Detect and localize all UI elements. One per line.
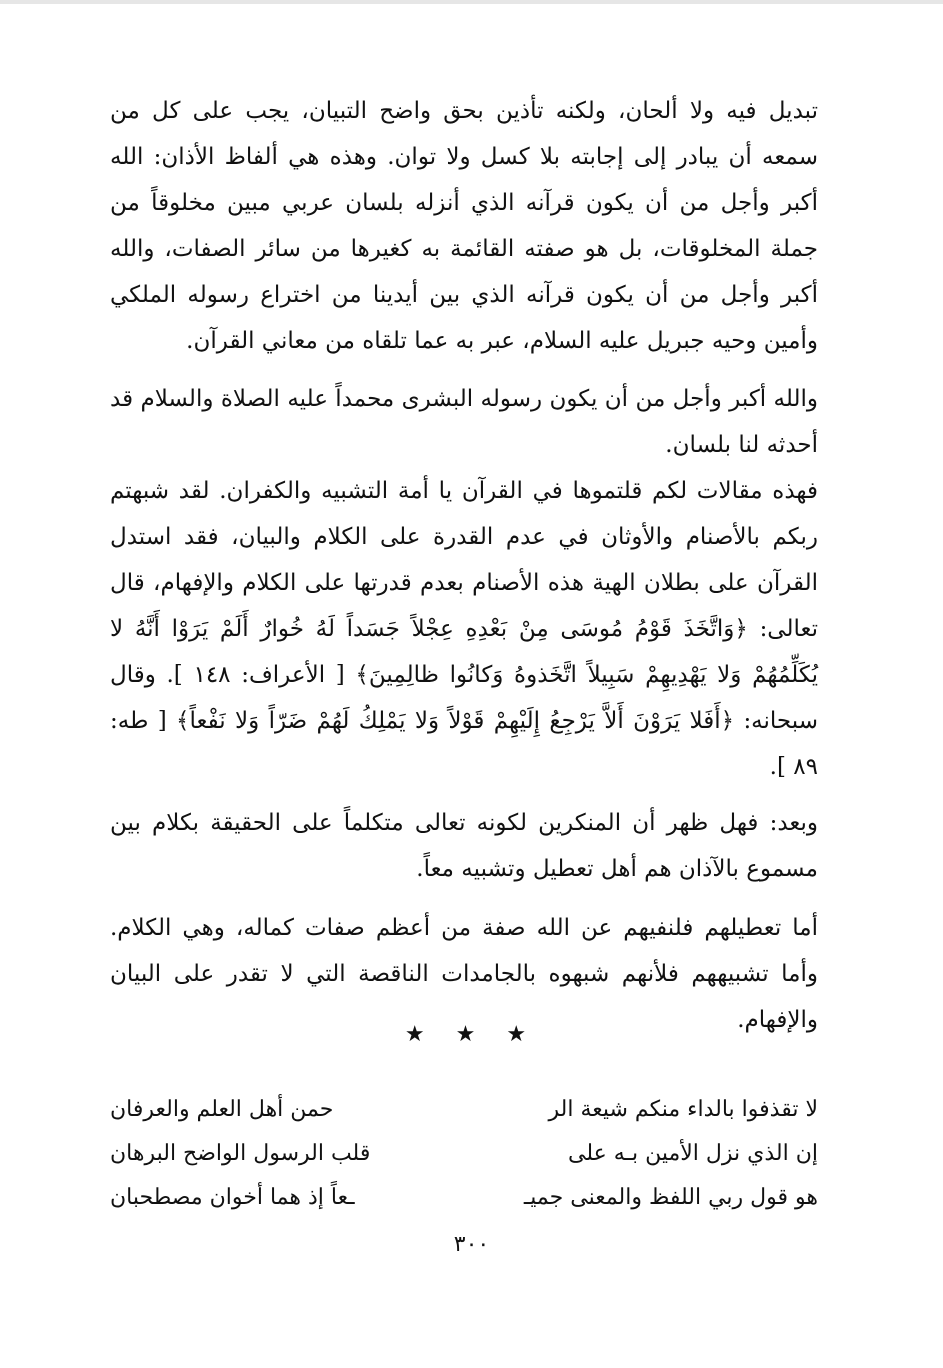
paragraph-2: والله أكبر وأجل من أن يكون رسوله البشرى محمداً عليه الصلاة والسلام قد أحدثه لنا بلسان. [110,386,818,458]
paragraph-1: تبديل فيه ولا ألحان، ولكنه تأذين بحق واضح التبيان، يجب على كل من سمعه أن يبادر إلى إجابته بلا كسل ولا توان. وهذه هي ألفاظ الأذان: الله أكبر وأجل من أن يكون قرآنه الذي أنزله بلسان عربي مبين مخلوقاً من جملة المخلوقات، بل هو صفته القائمة به كغيرها من سائر الصفات، والله أكبر وأجل من أن يكون قرآنه الذي بين أيدينا من اختراع رسوله الملكي وأمين وحيه جبريل عليه السلام، عبر به عما تلقاه من معاني القرآن. [110,98,818,354]
poem-first-hemistich: هو قول ربي اللفظ والمعنى جميـ [523,1185,818,1210]
verse-reference-araf: [ الأعراف: ١٤٨ ]. [166,662,345,688]
quran-verse-taha: ﴿أَفَلا يَرَوْنَ أَلاَّ يَرْجِعُ إِلَيْهِمْ قَوْلاً وَلا يَمْلِكُ لَهُمْ ضَرّاً وَلا نَفْعاً﴾ [176,708,735,734]
poem-verse [110,1088,818,1132]
paragraph-3-intro: فهذه مقالات لكم قلتموها في القرآن يا أمة التشبيه والكفران. لقد شبهتم ربكم بالأصنام والأوثان في عدم القدرة على الكلام والبيان، فقد استدل القرآن على بطلان الهية هذه الأصنام بعدم قدرتها على الكلام والإفهام، قال تعالى: [110,478,818,642]
poem-first-hemistich: لا تقذفوا بالداء منكم شيعة الر [548,1097,818,1122]
paragraph-5: أما تعطيلهم فلنفيهم عن الله صفة من أعظم صفات كماله، وهي الكلام. وأما تشبيههم فلأنهم شبهوه بالجامدات الناقصة التي لا تقدر على البيان والإفهام. [110,915,818,1033]
poem-verse [110,1176,818,1220]
quran-verse-araf: ﴿وَاتَّخَذَ قَوْمُ مُوسَى مِنْ بَعْدِهِ عِجْلاً جَسَداً لَهُ خُوارٌ أَلَمْ يَرَوْا أَنَّهُ لا يُكَلِّمُهُمْ وَلا يَهْدِيهِمْ سَبِيلاً اتَّخَذوهُ وَكانُوا ظالِمِينَ﴾ [110,616,818,688]
paragraph-3-connector: وقال سبحانه: [110,662,818,734]
section-separator-stars: ★ ★ ★ [404,1022,539,1047]
poem-first-hemistich: إن الذي نزل الأمين بـه على [567,1141,818,1166]
paragraph-3 [110,468,818,790]
paragraph-4: وبعد: فهل ظهر أن المنكرين لكونه تعالى متكلماً على الحقيقة بكلام بين مسموع بالآذان هم أهل تعطيل وتشبيه معاً. [110,810,818,882]
poem-second-hemistich: ـعاً إذ هما أخوان مصطحبان [110,1185,355,1210]
poem-second-hemistich: حمن أهل العلم والعرفان [110,1097,334,1122]
poem-block [110,1088,818,1220]
poem-verse [110,1132,818,1176]
poem-second-hemistich: قلب الرسول الواضح البرهان [110,1141,371,1166]
page-top-edge [0,0,943,4]
page-number: ٣٠٠ [453,1232,490,1257]
verse-reference-taha: [ طه: ٨٩ ]. [110,708,818,780]
